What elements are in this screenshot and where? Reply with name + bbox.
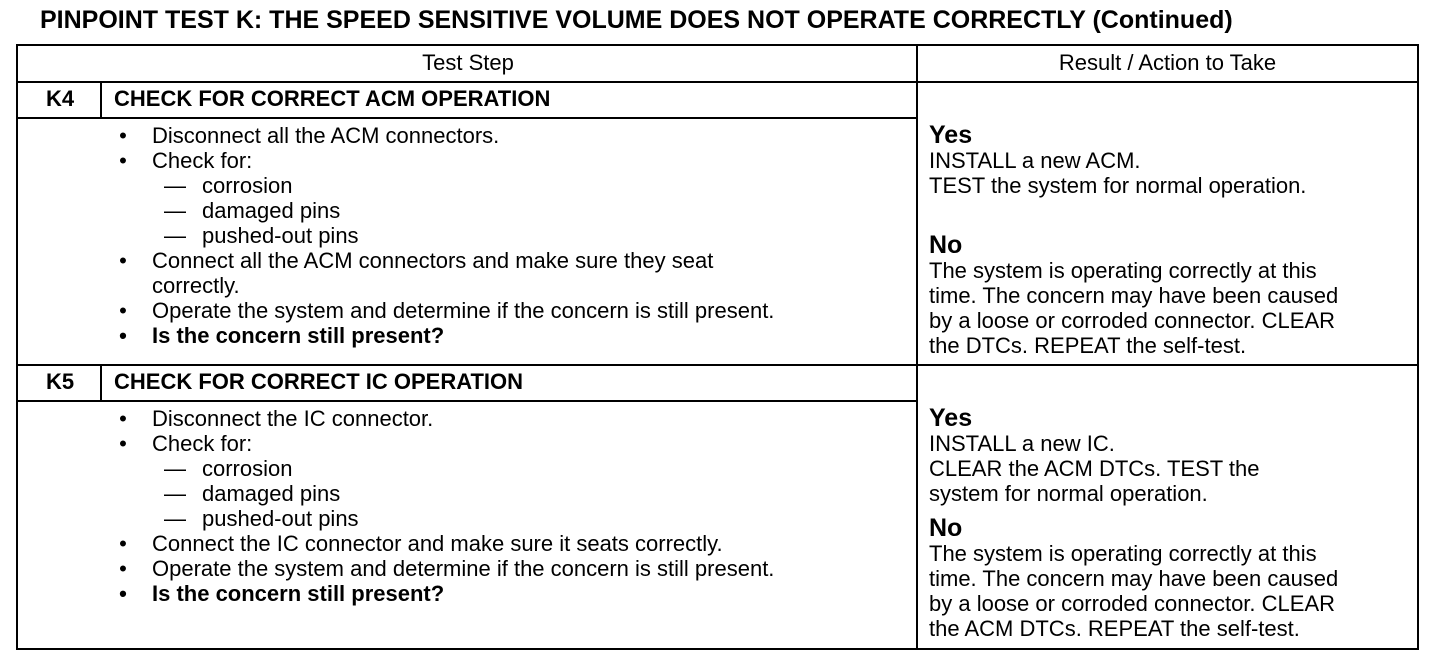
page-title: PINPOINT TEST K: THE SPEED SENSITIVE VOLUME DOES NOT OPERATE CORRECTLY (Continued) (40, 6, 1233, 34)
step-id: K5 (45, 369, 75, 394)
k5-title-divider (18, 400, 916, 402)
k4-title-divider (18, 117, 916, 119)
pinpoint-test-table (16, 44, 1419, 650)
instruction-item: • Connect all the ACM connectors and make sure they seat (116, 248, 774, 273)
instruction-item: • Operate the system and determine if the concern is still present. (116, 556, 774, 581)
check-item: — pushed-out pins (116, 506, 774, 531)
k4-result (929, 122, 1338, 358)
column-divider (916, 46, 918, 648)
k5-result (929, 405, 1338, 641)
instruction-item: • Disconnect all the ACM connectors. (116, 123, 774, 148)
result-line: The system is operating correctly at this (929, 541, 1317, 566)
result-line: the ACM DTCs. REPEAT the self-test. (929, 616, 1300, 641)
instruction-continuation: correctly. (152, 273, 240, 298)
result-line: the DTCs. REPEAT the self-test. (929, 333, 1247, 358)
step-title: CHECK FOR CORRECT ACM OPERATION (114, 86, 551, 111)
instruction-item: • Disconnect the IC connector. (116, 406, 774, 431)
result-line: INSTALL a new ACM. (929, 148, 1141, 173)
check-item: — damaged pins (116, 481, 774, 506)
result-line: by a loose or corroded connector. CLEAR (929, 591, 1336, 616)
result-line: time. The concern may have been caused (929, 566, 1339, 591)
yes-label: Yes (929, 404, 973, 432)
result-line: by a loose or corroded connector. CLEAR (929, 308, 1336, 333)
step-instructions (116, 406, 774, 606)
header-result-action: Result / Action to Take (1058, 50, 1277, 75)
no-label: No (929, 231, 963, 259)
yes-label: Yes (929, 121, 973, 149)
question-item: • Is the concern still present? (116, 581, 774, 606)
instruction-item: • Operate the system and determine if the concern is still present. (116, 298, 774, 323)
step-instructions (116, 123, 774, 348)
check-item: — corrosion (116, 456, 774, 481)
header-test-step: Test Step (422, 50, 514, 75)
result-line: The system is operating correctly at this (929, 258, 1317, 283)
step-id: K4 (45, 86, 75, 111)
result-line: INSTALL a new IC. (929, 431, 1115, 456)
check-item: — pushed-out pins (116, 223, 774, 248)
result-line: TEST the system for normal operation. (929, 173, 1307, 198)
instruction-item: • Connect the IC connector and make sure it seats correctly. (116, 531, 774, 556)
result-line: system for normal operation. (929, 481, 1208, 506)
instruction-item: • Check for: (116, 431, 774, 456)
result-line: time. The concern may have been caused (929, 283, 1339, 308)
check-item: — damaged pins (116, 198, 774, 223)
no-label: No (929, 514, 963, 542)
check-item: — corrosion (116, 173, 774, 198)
step-title: CHECK FOR CORRECT IC OPERATION (114, 369, 524, 394)
result-line: CLEAR the ACM DTCs. TEST the (929, 456, 1260, 481)
instruction-item: • Check for: (116, 148, 774, 173)
question-item: • Is the concern still present? (116, 323, 774, 348)
